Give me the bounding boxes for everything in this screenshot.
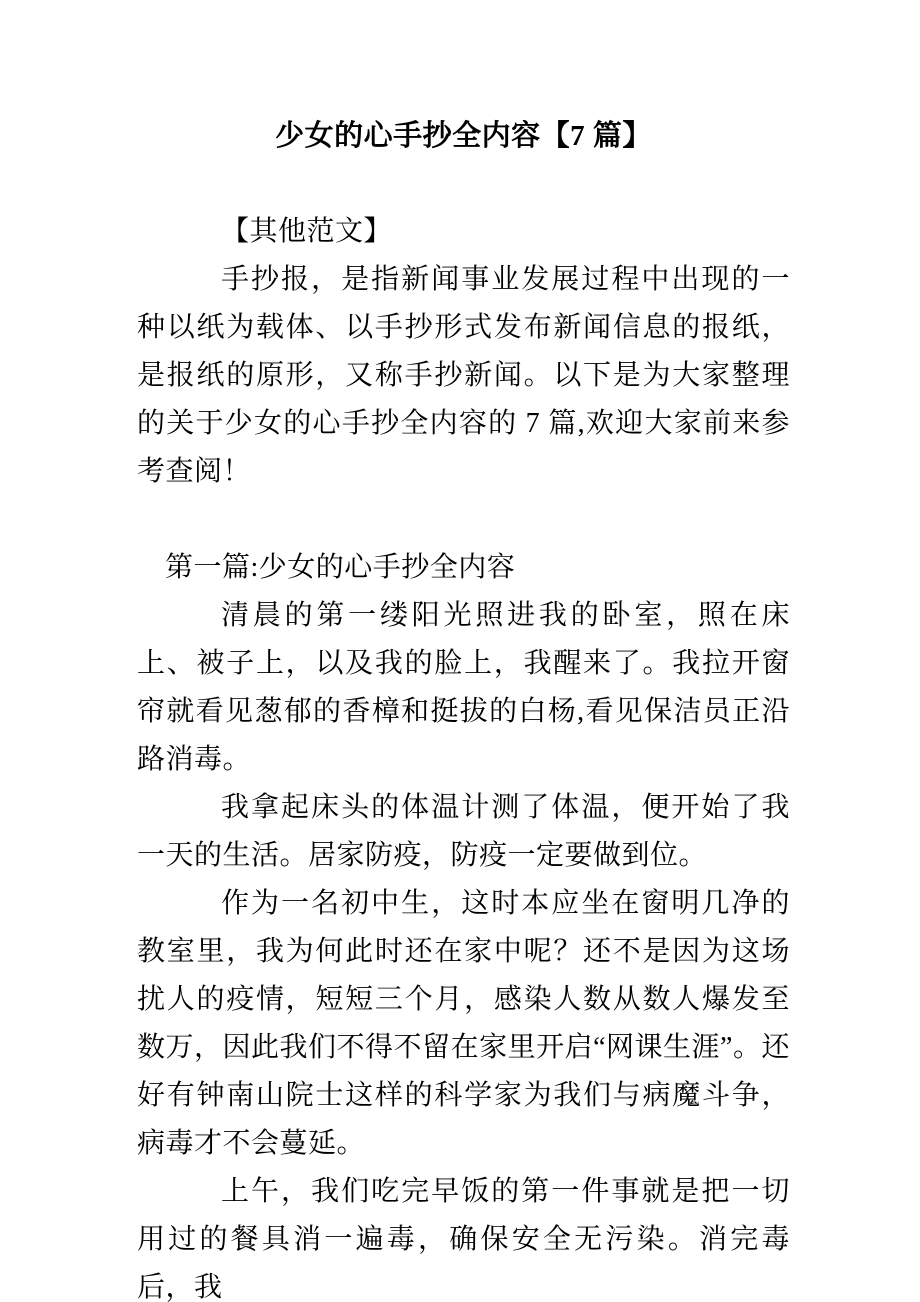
- intro-paragraph: 手抄报，是指新闻事业发展过程中出现的一种以纸为载体、以手抄形式发布新闻信息的报纸，是报纸的原形，又称手抄新闻。以下是为大家整理的关于少女的心手抄全内容的 7 篇,欢迎大家前来参考查阅！: [137, 264, 790, 487]
- chapter-heading: 第一篇:少女的心手抄全内容: [165, 552, 516, 583]
- body-paragraph: 清晨的第一缕阳光照进我的卧室，照在床上、被子上，以及我的脸上，我醒来了。我拉开窗帘就看见葱郁的香樟和挺拔的白杨,看见保洁员正沿路消毒。: [137, 600, 790, 775]
- body-paragraph: 我拿起床头的体温计测了体温，便开始了我一天的生活。居家防疫，防疫一定要做到位。: [137, 792, 790, 871]
- body-paragraph: 上午，我们吃完早饭的第一件事就是把一切用过的餐具消一遍毒，确保安全无污染。消完毒后，我: [137, 1176, 790, 1302]
- document-title: 少女的心手抄全内容【7 篇】: [275, 120, 652, 152]
- document-content: [137, 112, 790, 1302]
- blank-line: [137, 160, 790, 208]
- body-paragraph: 作为一名初中生，这时本应坐在窗明几净的教室里，我为何此时还在家中呢？还不是因为这场扰人的疫情，短短三个月，感染人数从数人爆发至数万，因此我们不得不留在家里开启“网课生涯”。还好有钟南山院士这样的科学家为我们与病魔斗争，病毒才不会蔓延。: [137, 888, 790, 1159]
- section-label: 【其他范文】: [221, 216, 393, 247]
- blank-line: [137, 496, 790, 544]
